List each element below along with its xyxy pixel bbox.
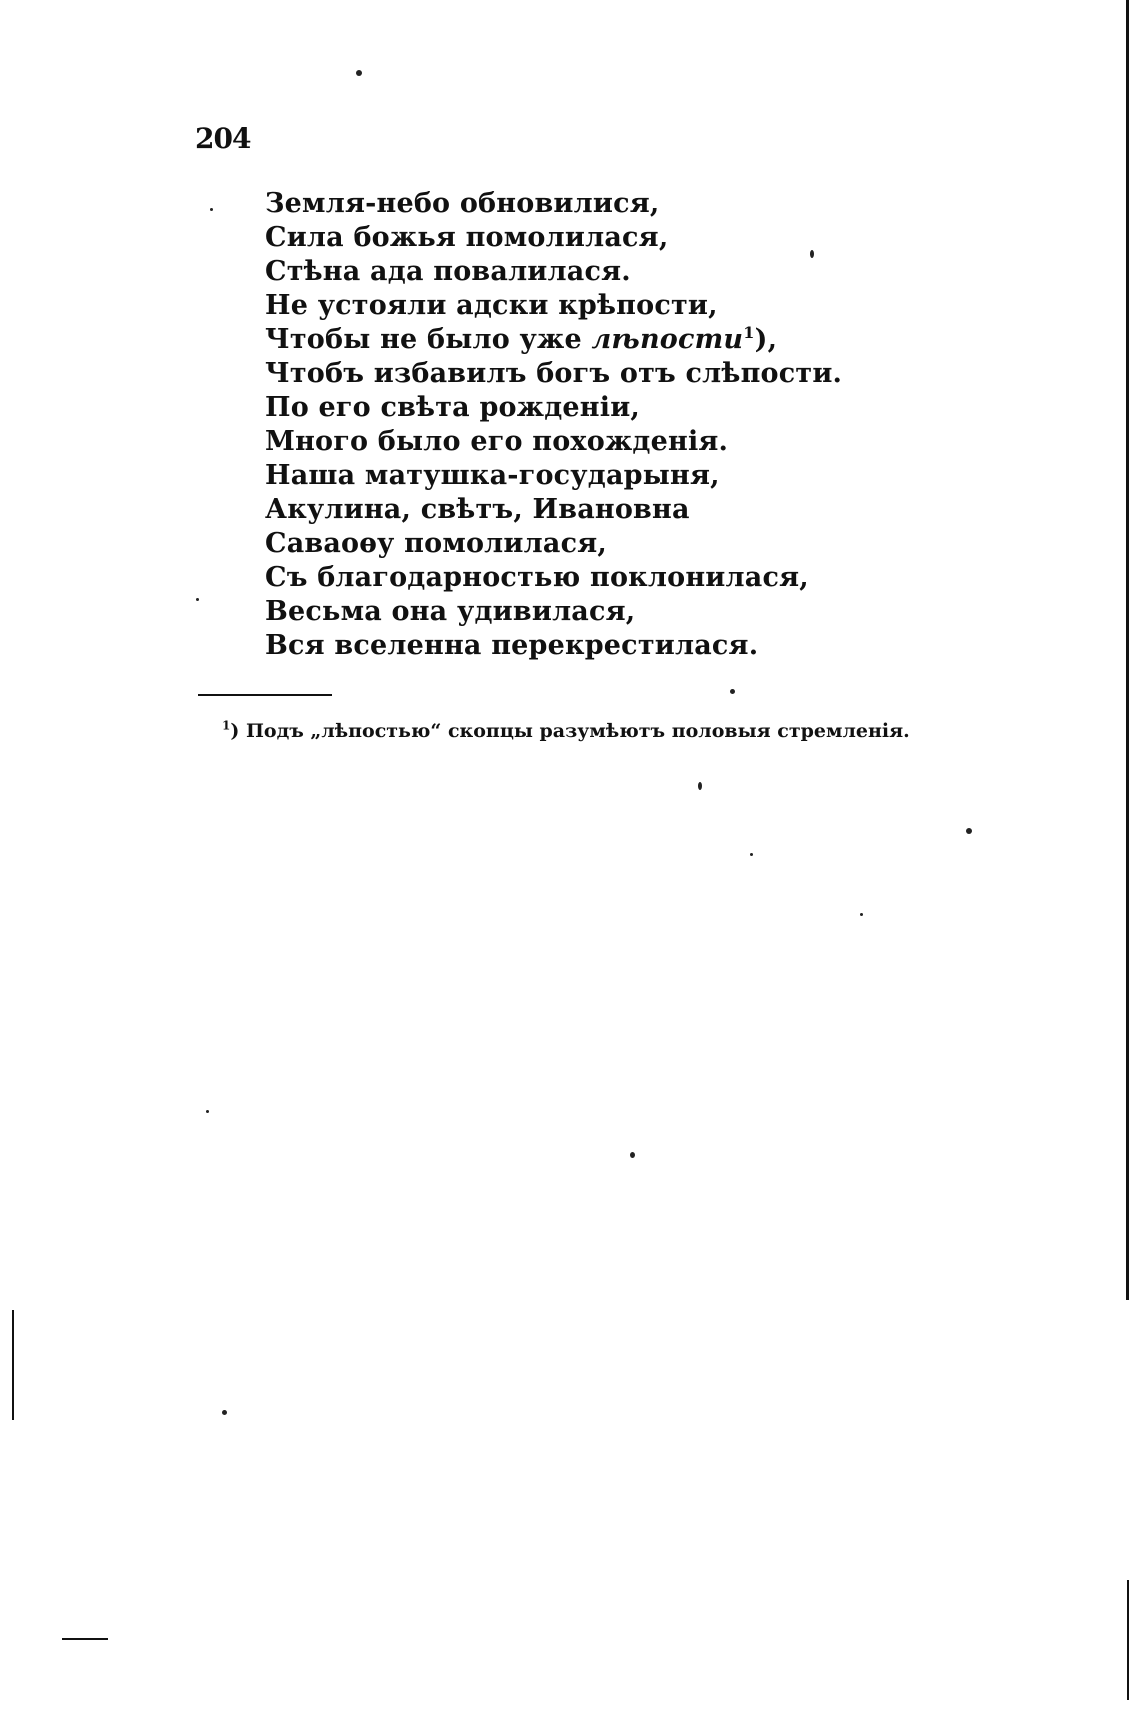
italic-word: лѣпости [591, 324, 744, 355]
right-edge-line-lower [1127, 1580, 1129, 1700]
left-edge-line [12, 1310, 14, 1420]
verse-block [265, 187, 842, 663]
speck [222, 1410, 227, 1415]
page-number: 204 [195, 122, 251, 155]
speck [630, 1152, 635, 1158]
footnote-marker: 1 [222, 718, 231, 733]
footnote [222, 720, 910, 742]
verse-line-5-tail: ), [754, 324, 778, 355]
footnote-ref: 1 [743, 323, 755, 342]
verse-line-7: По его свѣта рожденіи, [265, 392, 641, 423]
right-edge-line [1126, 0, 1129, 1300]
verse-line-5 [265, 323, 842, 357]
verse-line-1: Земля-небо обновилися, [265, 188, 660, 219]
speck [730, 689, 735, 694]
verse-line-8: Много было его похожденія. [265, 426, 729, 457]
verse-line-2: Сила божья помолилася, [265, 222, 669, 253]
footnote-divider [198, 694, 332, 696]
verse-line-13: Весьма она удивилася, [265, 596, 636, 627]
bottom-left-mark [62, 1638, 108, 1640]
speck [750, 853, 753, 856]
verse-line-4: Не устояли адски крѣпости, [265, 290, 718, 321]
speck [206, 1110, 209, 1113]
verse-line-6: Чтобъ избавилъ богъ отъ слѣпости. [265, 358, 843, 389]
verse-line-9: Наша матушка-государыня, [265, 460, 720, 491]
verse-line-14: Вся вселенна перекрестилася. [265, 630, 759, 661]
verse-line-3: Стѣна ада повалилася. [265, 256, 631, 287]
verse-line-10: Акулина, свѣтъ, Ивановна [265, 494, 690, 525]
speck [698, 782, 702, 790]
speck [196, 598, 199, 601]
footnote-text: ) Подъ „лѣпостью“ скопцы разумѣютъ половыя стремленія. [230, 720, 910, 742]
speck [860, 913, 863, 916]
speck [356, 70, 362, 76]
speck [210, 208, 213, 211]
verse-line-11: Саваоѳу помолилася, [265, 528, 607, 559]
verse-line-12: Съ благодарностью поклонилася, [265, 562, 809, 593]
speck [966, 828, 972, 834]
verse-line-5-text: Чтобы не было уже [265, 324, 592, 355]
